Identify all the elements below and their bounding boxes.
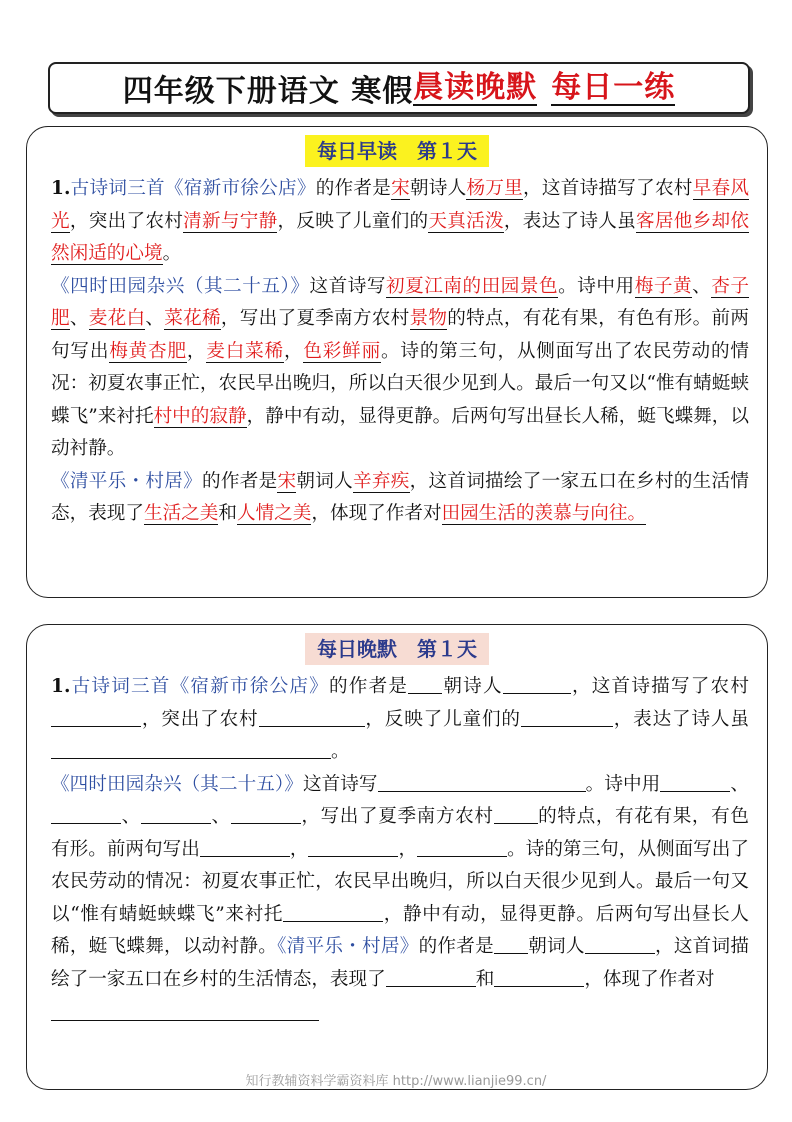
- text: 朝词人: [296, 470, 353, 492]
- section-title: 古诗词三首: [70, 676, 171, 697]
- answer: 辛弃疾: [352, 470, 410, 492]
- text: ，: [186, 340, 207, 362]
- title-red-part-1: 晨读晚默: [413, 69, 538, 105]
- title-red-part-2: 每日一练: [551, 69, 676, 105]
- text: 这首诗写: [309, 275, 387, 297]
- morning-reading-card: [26, 126, 768, 598]
- fill-blank[interactable]: [378, 772, 586, 792]
- text: 、: [692, 275, 712, 297]
- text: 。诗的第三句，从侧面写出了农民劳动的情况：初夏农事正忙，农民早出晚归，所以白天很少见到人。最后一句又以“惟有蜻蜓蛱蝶飞”来衬托: [51, 838, 749, 925]
- evening-content: [51, 671, 749, 1021]
- fill-blank[interactable]: [51, 739, 331, 759]
- answer: 色彩鲜丽: [303, 340, 381, 362]
- answer: 清新与宁静: [183, 210, 278, 232]
- text: ，体现了作者对: [584, 968, 715, 990]
- fill-blank[interactable]: [408, 674, 442, 694]
- fill-blank[interactable]: [417, 837, 507, 857]
- morning-paragraph-2: [51, 271, 749, 466]
- item-number: 1.: [51, 178, 71, 199]
- text: ，静中有动，显得更静。后两句写出昼长人稀，蜓飞蝶舞，以动衬静。: [51, 903, 749, 957]
- text: ，突出了农村: [69, 210, 184, 232]
- text: 。诗中用: [585, 773, 661, 795]
- fill-blank[interactable]: [308, 837, 398, 857]
- evening-paragraph-2: [51, 769, 749, 997]
- text: ，写出了夏季南方农村: [300, 806, 494, 827]
- morning-content: [51, 173, 749, 531]
- text: 的作者是: [418, 936, 494, 957]
- text: ，写出了夏季南方农村: [220, 308, 410, 329]
- fill-blank[interactable]: [494, 967, 584, 987]
- text: 的作者是: [315, 178, 392, 199]
- fill-blank[interactable]: [200, 837, 290, 857]
- text: ，静中有动，显得更静。后两句写出昼长人稀，蜓飞蝶舞，以动衬静。: [51, 405, 749, 459]
- text: ，反映了儿童们的: [277, 210, 429, 232]
- worksheet-title: [48, 62, 750, 114]
- evening-banner: 每日晚默 第１天: [305, 633, 489, 665]
- text: ，表达了诗人虽: [503, 210, 636, 232]
- poem-title: 《清平乐・村居》: [277, 936, 419, 957]
- fill-blank[interactable]: [231, 804, 301, 824]
- text: ，反映了儿童们的: [364, 708, 521, 730]
- answer: 宋: [391, 178, 410, 199]
- text: 和: [218, 503, 237, 524]
- answer: 田园生活的羡慕与向往。: [441, 503, 647, 524]
- text: 的作者是: [201, 470, 278, 492]
- text: 朝诗人: [409, 178, 467, 199]
- text: 朝诗人: [442, 676, 503, 697]
- fill-blank[interactable]: [503, 674, 571, 694]
- answer: 麦白菜稀: [206, 340, 284, 362]
- poem-title: 《宿新市徐公店》: [164, 178, 316, 199]
- text: ，这首词描绘了一家五口在乡村的生活情态，表现了: [51, 936, 749, 990]
- text: ，: [398, 838, 418, 860]
- text: 这首诗写: [302, 773, 378, 795]
- section-title: 古诗词三首: [70, 178, 165, 199]
- answer: 村中的寂静: [153, 405, 247, 427]
- poem-title: 《四时田园杂兴（其二十五）》: [51, 275, 310, 297]
- answer: 客居他乡却依然闲适的心境: [51, 210, 749, 264]
- text: ，这首诗描写了农村: [570, 676, 749, 697]
- fill-blank[interactable]: [51, 804, 121, 824]
- answer: 梅黄杏肥: [109, 340, 187, 362]
- text: ，表达了诗人虽: [612, 708, 749, 730]
- answer: 初夏江南的田园景色: [386, 275, 559, 297]
- fill-blank[interactable]: [494, 934, 528, 954]
- text: 。: [162, 243, 182, 264]
- text: 的特点，有花有果，有色有形。前两句写出: [51, 806, 749, 860]
- poem-title: 《清平乐・村居》: [51, 470, 202, 492]
- text: ，突出了农村: [141, 708, 259, 730]
- text: 朝词人: [527, 936, 585, 957]
- title-black-part: 四年级下册语文 寒假: [122, 74, 414, 109]
- answer: 菜花稀: [164, 308, 221, 329]
- text: ，: [289, 838, 309, 860]
- morning-banner: 每日早读 第１天: [305, 135, 489, 167]
- fill-blank[interactable]: [585, 934, 655, 954]
- footer-watermark: 知行教辅资料学霸资料库 http://www.lianjie99.cn/: [245, 1074, 547, 1089]
- text: 、: [145, 308, 165, 329]
- fill-blank[interactable]: [283, 902, 383, 922]
- text: 的作者是: [328, 676, 409, 697]
- answer: 麦花白: [88, 308, 146, 329]
- text: ，这首诗描写了农村: [523, 178, 693, 199]
- evening-dictation-card: [26, 624, 768, 1090]
- evening-paragraph-1: [51, 671, 749, 769]
- fill-blank[interactable]: [386, 967, 476, 987]
- text: ，: [283, 340, 304, 362]
- fill-blank[interactable]: [51, 707, 141, 727]
- fill-blank[interactable]: [660, 772, 730, 792]
- answer: 景物: [409, 308, 448, 329]
- fill-blank-final[interactable]: [51, 998, 319, 1021]
- text: 、: [210, 806, 231, 827]
- text: 。: [331, 741, 350, 762]
- poem-title: 《宿新市徐公店》: [170, 676, 329, 697]
- text: 。诗的第三句，从侧面写出了农民劳动的情况：初夏农事正忙，农民早出晚归，所以白天很少见到人。最后一句又以“惟有蜻蜓蛱蝶飞”来衬托: [51, 340, 749, 427]
- answer: 人情之美: [236, 503, 312, 524]
- morning-paragraph-3: [51, 466, 749, 531]
- text: 、: [121, 806, 141, 827]
- text: 的特点，有花有果，有色有形。前两句写出: [51, 308, 749, 362]
- answer: 生活之美: [143, 503, 219, 524]
- text: 。诗中用: [558, 275, 635, 297]
- answer: 早春风光: [51, 178, 749, 232]
- text: 、: [69, 308, 89, 329]
- item-number: 1.: [51, 676, 71, 697]
- fill-blank[interactable]: [494, 804, 538, 824]
- poem-title: 《四时田园杂兴（其二十五）》: [51, 773, 303, 795]
- text: 和: [475, 968, 495, 990]
- answer: 天真活泼: [428, 210, 504, 232]
- answer: 梅子黄: [634, 275, 693, 297]
- fill-blank[interactable]: [521, 707, 613, 727]
- fill-blank[interactable]: [141, 804, 211, 824]
- text: ，这首词描绘了一家五口在乡村的生活情态，表现了: [51, 470, 749, 524]
- answer: 杏子肥: [51, 275, 749, 329]
- answer: 宋: [277, 470, 297, 492]
- morning-paragraph-1: [51, 173, 749, 271]
- text: 、: [730, 773, 749, 795]
- fill-blank[interactable]: [259, 707, 365, 727]
- text: ，体现了作者对: [311, 503, 442, 524]
- answer: 杨万里: [466, 178, 524, 199]
